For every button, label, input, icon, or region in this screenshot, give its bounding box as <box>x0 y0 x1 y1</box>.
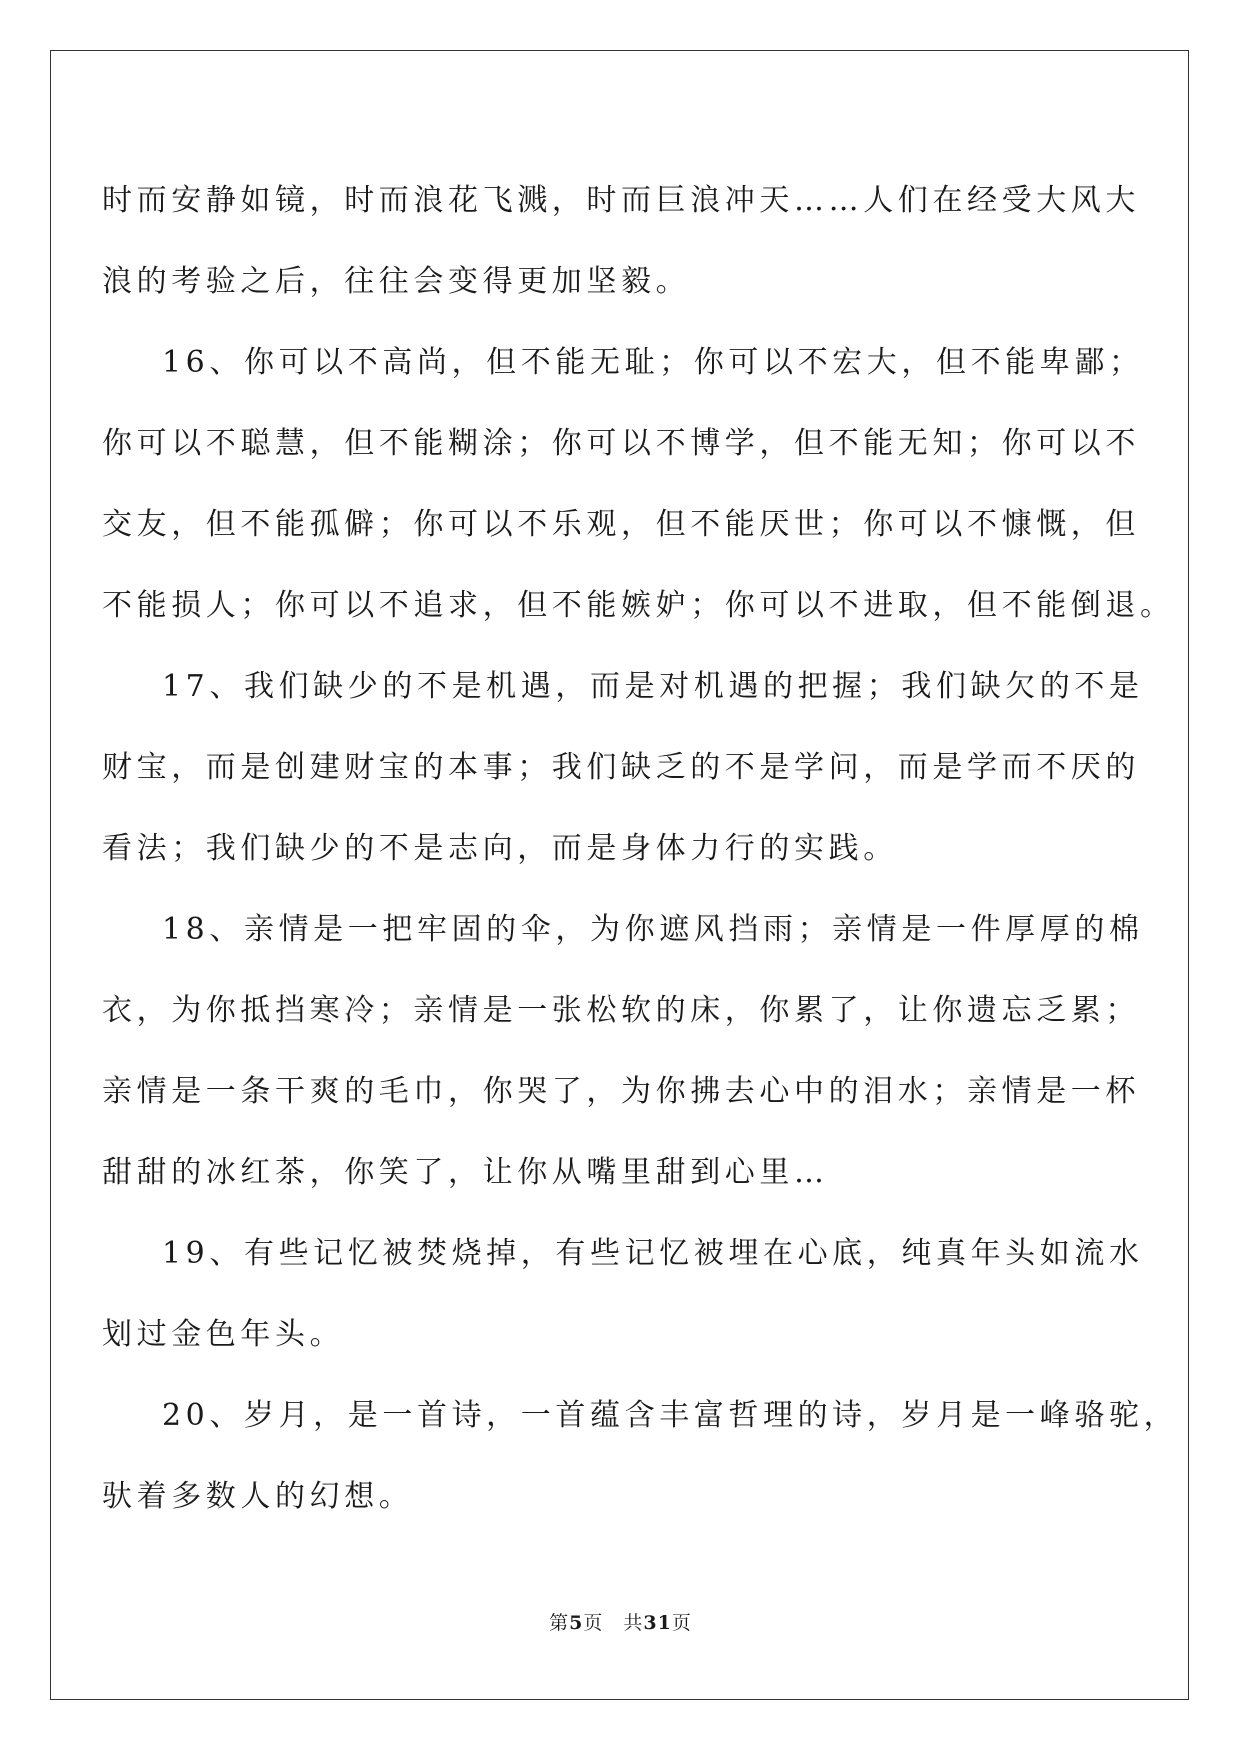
page-suffix: 页 <box>583 1612 604 1634</box>
text-line: 驮着多数人的幻想。 <box>102 1479 414 1514</box>
page-number-footer <box>0 1608 1241 1635</box>
document-body <box>102 160 1179 1537</box>
text-line: 不能损人；你可以不追求，但不能嫉妒；你可以不进取，但不能倒退。 <box>102 588 1175 623</box>
current-page-number: 5 <box>569 1612 584 1634</box>
text-line: 时而安静如镜，时而浪花飞溅，时而巨浪冲天……人们在经受大风大 <box>102 183 1140 218</box>
text-line: 亲情是一条干爽的毛巾，你哭了，为你拂去心中的泪水；亲情是一杯 <box>102 1074 1140 1109</box>
paragraph-start-line: 16、你可以不高尚，但不能无耻；你可以不宏大，但不能卑鄙； <box>162 345 1144 380</box>
total-suffix: 页 <box>671 1612 692 1634</box>
page-prefix: 第 <box>549 1612 570 1634</box>
text-line: 看法；我们缺少的不是志向，而是身体力行的实践。 <box>102 831 898 866</box>
text-line: 你可以不聪慧，但不能糊涂；你可以不博学，但不能无知；你可以不 <box>102 426 1140 461</box>
total-page-number: 31 <box>643 1612 672 1634</box>
paragraph-start-line: 20、岁月，是一首诗，一首蕴含丰富哲理的诗，岁月是一峰骆驼， <box>162 1398 1179 1433</box>
paragraph-start-line: 17、我们缺少的不是机遇，而是对机遇的把握；我们缺欠的不是 <box>162 669 1144 704</box>
text-line: 甜甜的冰红茶，你笑了，让你从嘴里甜到心里… <box>102 1155 829 1190</box>
text-line: 财宝，而是创建财宝的本事；我们缺乏的不是学问，而是学而不厌的 <box>102 750 1140 785</box>
text-line: 划过金色年头。 <box>102 1317 345 1352</box>
text-line: 浪的考验之后，往往会变得更加坚毅。 <box>102 264 691 299</box>
text-line: 交友，但不能孤僻；你可以不乐观，但不能厌世；你可以不慷慨，但 <box>102 507 1140 542</box>
paragraph-start-line: 19、有些记忆被焚烧掉，有些记忆被埋在心底，纯真年头如流水 <box>162 1236 1144 1271</box>
total-prefix: 共 <box>623 1612 644 1634</box>
paragraph-start-line: 18、亲情是一把牢固的伞，为你遮风挡雨；亲情是一件厚厚的棉 <box>162 912 1144 947</box>
text-line: 衣，为你抵挡寒冷；亲情是一张松软的床，你累了，让你遗忘乏累； <box>102 993 1140 1028</box>
